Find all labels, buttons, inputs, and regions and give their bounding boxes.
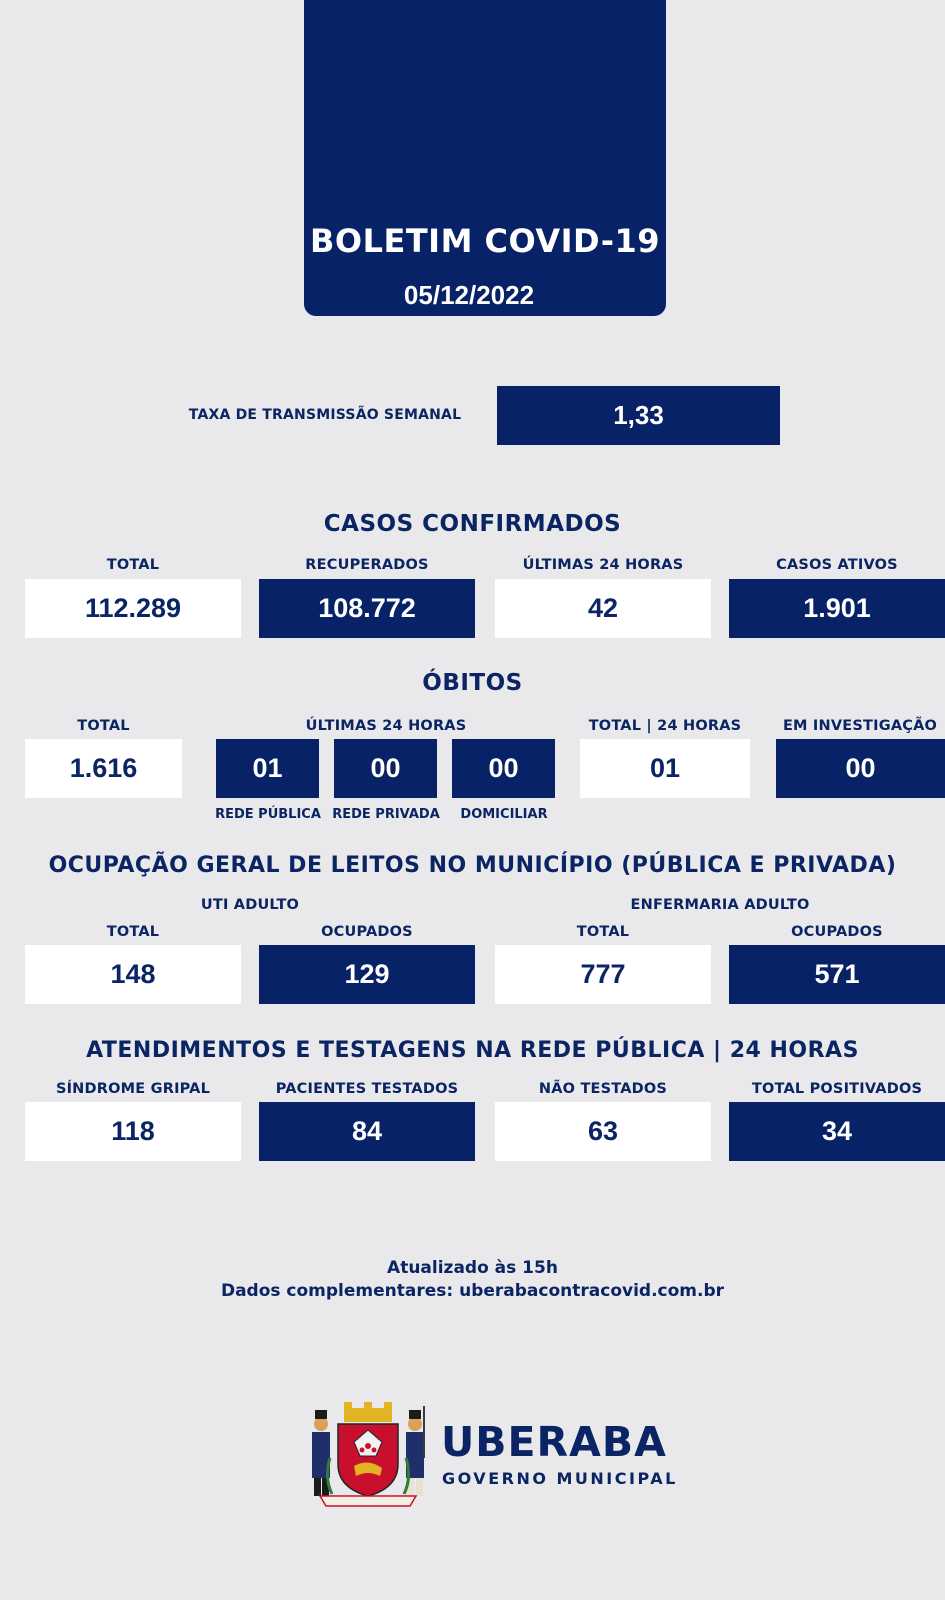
beds-ward-occupied-label: OCUPADOS [791, 924, 883, 940]
confirmed-total-value: 112.289 [25, 579, 241, 638]
testing-flu-label: SÍNDROME GRIPAL [55, 1081, 211, 1097]
deaths-private-value: 00 [334, 739, 437, 798]
testing-positive-label: TOTAL POSITIVADOS [751, 1081, 923, 1097]
testing-not-tested-label: NÃO TESTADOS [538, 1081, 668, 1097]
complementary-data-note: Dados complementares: uberabacontracovid.com.br [220, 1281, 725, 1301]
deaths-total-value: 1.616 [25, 739, 182, 798]
confirmed-recovered-label: RECUPERADOS [305, 557, 429, 573]
confirmed-24h-label: ÚLTIMAS 24 HORAS [522, 557, 684, 573]
testing-not-tested-value: 63 [495, 1102, 711, 1161]
testing-tested-label: PACIENTES TESTADOS [275, 1081, 459, 1097]
confirmed-24h-value: 42 [495, 579, 711, 638]
transmission-value: 1,33 [497, 386, 780, 445]
city-government-subtitle: GOVERNO MUNICIPAL [442, 1469, 678, 1488]
beds-ward-occupied-value: 571 [729, 945, 945, 1004]
confirmed-recovered-value: 108.772 [259, 579, 475, 638]
beds-uti-label: UTI ADULTO [200, 897, 300, 913]
beds-ward-total-label: TOTAL [576, 924, 630, 940]
confirmed-active-value: 1.901 [729, 579, 945, 638]
deaths-total24-label: TOTAL | 24 HORAS [588, 718, 742, 734]
beds-uti-total-label: TOTAL [106, 924, 160, 940]
deaths-total24-value: 01 [580, 739, 750, 798]
transmission-label: TAXA DE TRANSMISSÃO SEMANAL [188, 407, 462, 423]
beds-uti-occupied-label: OCUPADOS [321, 924, 413, 940]
bulletin-title: BOLETIM COVID-19 [309, 222, 661, 260]
deaths-public-label: REDE PÚBLICA [215, 807, 321, 822]
testing-title: ATENDIMENTOS E TESTAGENS NA REDE PÚBLICA | 24 HORAS [86, 1038, 859, 1063]
deaths-investigation-value: 00 [776, 739, 945, 798]
deaths-home-value: 00 [452, 739, 555, 798]
deaths-private-label: REDE PRIVADA [332, 807, 440, 822]
beds-uti-occupied-value: 129 [259, 945, 475, 1004]
confirmed-title: CASOS CONFIRMADOS [323, 511, 622, 537]
updated-note: Atualizado às 15h [387, 1258, 558, 1278]
testing-tested-value: 84 [259, 1102, 475, 1161]
bulletin-date: 05/12/2022 [403, 280, 535, 310]
beds-ward-total-value: 777 [495, 945, 711, 1004]
testing-flu-value: 118 [25, 1102, 241, 1161]
deaths-home-label: DOMICILIAR [460, 807, 548, 822]
beds-ward-label: ENFERMARIA ADULTO [630, 897, 810, 913]
confirmed-active-label: CASOS ATIVOS [776, 557, 898, 573]
deaths-public-value: 01 [216, 739, 319, 798]
beds-uti-total-value: 148 [25, 945, 241, 1004]
city-name-logo: UBERABA [441, 1418, 667, 1466]
header-banner [304, 0, 666, 316]
city-coat-of-arms-icon [306, 1398, 430, 1510]
testing-positive-value: 34 [729, 1102, 945, 1161]
confirmed-total-label: TOTAL [106, 557, 160, 573]
deaths-title: ÓBITOS [422, 670, 523, 696]
beds-title: OCUPAÇÃO GERAL DE LEITOS NO MUNICÍPIO (PÚBLICA E PRIVADA) [48, 853, 897, 878]
deaths-investigation-label: EM INVESTIGAÇÃO [782, 718, 938, 734]
deaths-24h-label: ÚLTIMAS 24 HORAS [305, 718, 467, 734]
deaths-total-label: TOTAL [77, 718, 130, 734]
